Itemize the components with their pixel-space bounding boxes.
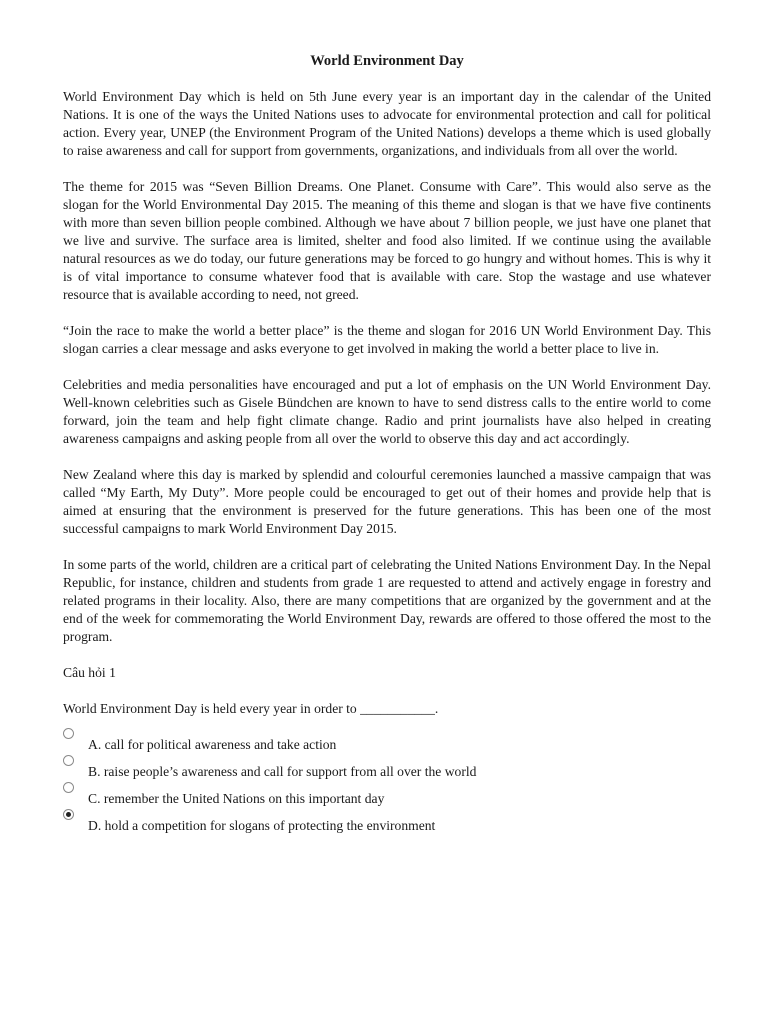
- radio-button-icon[interactable]: [63, 728, 74, 739]
- paragraph-4: Celebrities and media personalities have encouraged and put a lot of emphasis on the UN World Environment Day. Well-known celebrities such as Gisele Bündchen are known to have to send distress calls to the entire world to come forward, join the team and help fight climate change. Radio and print journalists have also helped in creating awareness campaigns and asking people from all over the world to observe this day and act accordingly.: [63, 377, 711, 446]
- radio-button-icon[interactable]: [63, 809, 74, 820]
- answer-options: [63, 732, 711, 840]
- paragraph-3: “Join the race to make the world a better place” is the theme and slogan for 2016 UN World Environment Day. This slogan carries a clear message and asks everyone to get involved in making the world a better place to live in.: [63, 323, 711, 356]
- document-page: [63, 52, 711, 840]
- paragraph-2: The theme for 2015 was “Seven Billion Dreams. One Planet. Consume with Care”. This would also serve as the slogan for the World Environmental Day 2015. The meaning of this theme and slogan is that we have five continents with more than seven billion people combined. Although we have about 7 billion people, we just have one planet that we live and survive. The surface area is limited, shelter and food also limited. If we continue using the available natural resources as we do today, our future generations may be forced to go hungry and without homes. This is why it is of vital importance to consume whatever food that is available with care. Stop the wastage and use whatever resource that is available according to need, not greed.: [63, 179, 711, 302]
- question-text: World Environment Day is held every year in order to ___________.: [63, 701, 439, 716]
- answer-option-label: A. call for political awareness and take action: [88, 737, 337, 752]
- question-label: Câu hỏi 1: [63, 665, 116, 680]
- answer-option-label: D. hold a competition for slogans of protecting the environment: [88, 818, 436, 833]
- radio-button-icon[interactable]: [63, 755, 74, 766]
- answer-option-label: B. raise people’s awareness and call for support from all over the world: [88, 764, 477, 779]
- answer-option-b[interactable]: [63, 759, 711, 786]
- answer-option-d[interactable]: [63, 813, 711, 840]
- answer-option-label: C. remember the United Nations on this important day: [88, 791, 385, 806]
- answer-option-c[interactable]: [63, 786, 711, 813]
- paragraph-1: World Environment Day which is held on 5th June every year is an important day in the calendar of the United Nations. It is one of the ways the United Nations uses to advocate for environmental protection and call for political action. Every year, UNEP (the Environment Program of the United Nations) develops a theme which is used globally to raise awareness and call for support from governments, organizations, and individuals from all over the world.: [63, 89, 711, 158]
- paragraph-5: New Zealand where this day is marked by splendid and colourful ceremonies launched a massive campaign that was called “My Earth, My Duty”. More people could be encouraged to get out of their homes and provide help that is aimed at ensuring that the environment is preserved for the future generations. This has been one of the most successful campaigns to mark World Environment Day 2015.: [63, 467, 711, 536]
- answer-option-a[interactable]: [63, 732, 711, 759]
- paragraph-6: In some parts of the world, children are a critical part of celebrating the United Nations Environment Day. In the Nepal Republic, for instance, children and students from grade 1 are requested to attend and actively engage in forestry and related programs in their locality. Also, there are many competitions that are organized by the government and at the end of the week for commemorating the World Environment Day, rewards are offered to those offered the most to the program.: [63, 557, 711, 644]
- radio-button-icon[interactable]: [63, 782, 74, 793]
- document-title: World Environment Day: [310, 53, 464, 69]
